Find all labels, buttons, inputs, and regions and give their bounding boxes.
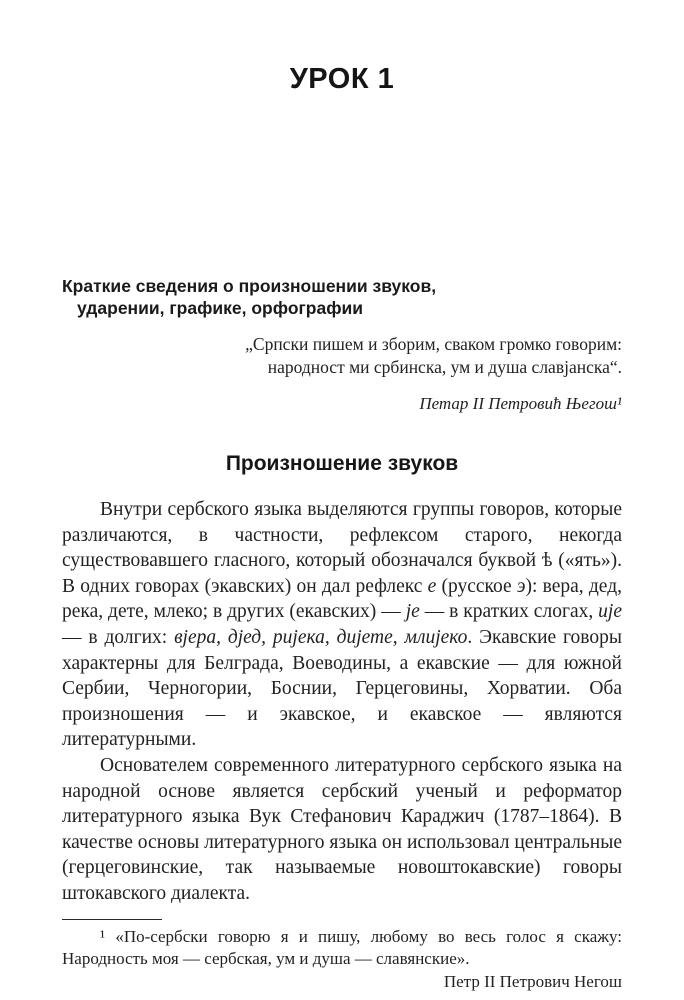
footnote xyxy=(62,926,622,994)
epigraph-line1: „Српски пишем и зборим, сваком громко говорим: xyxy=(245,334,622,354)
epigraph-line2: народност ми србинска, ум и душа славјанска“. xyxy=(267,357,622,377)
lesson-title: УРОК 1 xyxy=(289,63,395,95)
paragraph-karadzic: Основателем современного литературного сербского языка на народной основе является сербский ученый и реформатор литературного языка Вук Стефанович Караджич (1787–1864). В качестве основы литературного языка он использовал центральные (герцеговинские, так называемые новоштокавские) говоры штокавского диалекта. xyxy=(62,754,622,904)
epigraph-attribution: Петар II Петровић Његош¹ xyxy=(419,394,622,413)
body-text xyxy=(62,497,622,907)
footnote-divider xyxy=(62,919,162,920)
topic-heading xyxy=(62,275,622,319)
epigraph xyxy=(62,333,622,415)
footnote-attribution: Петр II Петрович Негош xyxy=(443,971,622,991)
paragraph-dialects: Внутри сербского языка выделяются группы говоров, которые различаются, в частности, рефлексом старого, некогда существовавшего гласного, который обозначался буквой ѣ («ять»). В одних говорах (экавских) он дал рефлекс е (русское э): вера, дед, река, дете, млеко; в других (екавских) — је — в кратких слогах, ије — в долгих: вјера, дјед, ријека, дијете, млијеко. Экавские говоры характерны для Белграда, Воеводины, а екавские — для южной Сербии, Черногории, Боснии, Герцеговины, Хорватии. Оба произношения — и экавское, и екавское — являются литературными. xyxy=(62,499,622,751)
section-heading: Произношение звуков xyxy=(225,452,459,475)
topic-heading-line2: ударении, графике, орфографии xyxy=(77,298,364,318)
footnote-text: ¹ «По-сербски говорю я и пишу, любому во весь голос я скажу: Народность моя — сербская, ум и душа — славянские». xyxy=(62,926,622,968)
topic-heading-line1: Краткие сведения о произношении звуков, xyxy=(62,276,437,296)
